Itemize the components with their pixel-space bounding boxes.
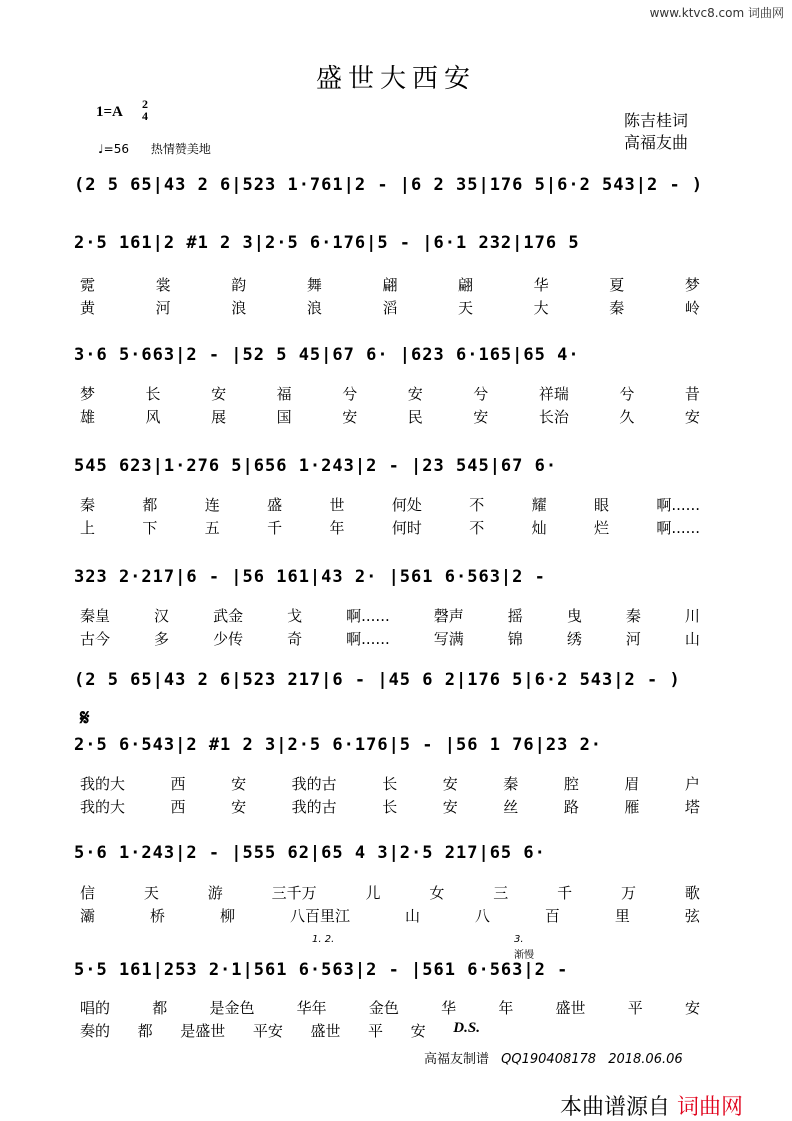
lyric: 上 xyxy=(80,519,96,537)
lyric: 儿 xyxy=(365,884,381,902)
volta-1-2: 1. 2. xyxy=(312,934,335,945)
lyric: 古今 xyxy=(80,630,111,648)
lyric: 万 xyxy=(621,884,637,902)
lyric: 滔 xyxy=(382,299,398,317)
lyric: 路 xyxy=(563,798,579,816)
source-site: 词曲网 xyxy=(677,1095,744,1120)
lyric: 黄 xyxy=(80,299,96,317)
lyric: 安 xyxy=(684,999,700,1017)
lyric: 安 xyxy=(442,798,458,816)
lyric: 我的古 xyxy=(291,798,337,816)
lyric: 平 xyxy=(368,1022,384,1040)
tempo-line xyxy=(98,140,211,157)
lyrics-row-7 xyxy=(80,605,700,626)
lyric: 奇 xyxy=(287,630,303,648)
lyric: 是盛世 xyxy=(180,1022,226,1040)
lyric: 梦 xyxy=(80,385,96,403)
tempo-mark: ♩=56 xyxy=(98,142,129,156)
lyric: 八百里江 xyxy=(289,907,350,925)
lyric: 秦 xyxy=(503,775,519,793)
lyrics-row-14 xyxy=(80,1020,480,1041)
lyric: 年 xyxy=(329,519,345,537)
lyrics-row-2 xyxy=(80,297,700,318)
lyric: 户 xyxy=(684,775,700,793)
lyric: 浪 xyxy=(231,299,247,317)
lyric: 磬声 xyxy=(433,607,464,625)
lyric: 安 xyxy=(342,408,358,426)
lyric: 唱的 xyxy=(80,999,111,1017)
notation-row-8: 5·6 1·243|2 - |555 62|65 4 3|2·5 217|65 6· xyxy=(74,843,546,863)
lyric: 丝 xyxy=(503,798,519,816)
lyrics-row-12 xyxy=(80,905,700,926)
lyric: 梦 xyxy=(684,276,700,294)
lyric: 翩 xyxy=(382,276,398,294)
lyric: 祥瑞 xyxy=(538,385,569,403)
lyric: 三 xyxy=(493,884,509,902)
footer-credit xyxy=(424,1048,683,1067)
lyric: 长治 xyxy=(538,408,569,426)
lyric: 塔 xyxy=(684,798,700,816)
lyrics-row-4 xyxy=(80,406,700,427)
lyric: 千 xyxy=(267,519,283,537)
source-banner xyxy=(560,1090,743,1121)
lyric: 福 xyxy=(276,385,292,403)
lyric: 夏 xyxy=(609,276,625,294)
lyric: 弦 xyxy=(684,907,700,925)
lyric: 盛世 xyxy=(555,999,586,1017)
lyric: 眉 xyxy=(624,775,640,793)
lyric: 八 xyxy=(474,907,490,925)
lyric: 多 xyxy=(154,630,170,648)
lyric: 写满 xyxy=(433,630,464,648)
lyric: 浪 xyxy=(306,299,322,317)
lyrics-row-8 xyxy=(80,628,700,649)
lyric: 耀 xyxy=(531,496,547,514)
lyric: 都 xyxy=(137,1022,153,1040)
lyrics-row-1 xyxy=(80,274,700,295)
lyric: 安 xyxy=(684,408,700,426)
slow-mark: 渐慢 xyxy=(514,950,534,961)
lyric: 灿 xyxy=(531,519,547,537)
lyric: 不 xyxy=(469,496,485,514)
lyric: 戈 xyxy=(287,607,303,625)
lyric: 华 xyxy=(533,276,549,294)
lyric: 盛 xyxy=(267,496,283,514)
lyric: 裳 xyxy=(155,276,171,294)
lyric: 霓 xyxy=(80,276,96,294)
lyric: 风 xyxy=(145,408,161,426)
ds-mark: D.S. xyxy=(453,1020,480,1036)
lyric: 连 xyxy=(204,496,220,514)
lyric: 我的大 xyxy=(80,798,126,816)
lyric: 下 xyxy=(142,519,158,537)
lyric: 韵 xyxy=(231,276,247,294)
lyric: 华年 xyxy=(296,999,327,1017)
lyrics-row-5 xyxy=(80,494,700,515)
meter-bottom: 4 xyxy=(142,109,148,123)
lyric: 摇 xyxy=(507,607,523,625)
lyrics-row-6 xyxy=(80,517,700,538)
lyric: 安 xyxy=(231,798,247,816)
lyric: 歌 xyxy=(684,884,700,902)
lyric: 世 xyxy=(329,496,345,514)
lyric: 曳 xyxy=(566,607,582,625)
lyric: 久 xyxy=(619,408,635,426)
lyric: 啊...... xyxy=(656,496,700,514)
lyric: 河 xyxy=(625,630,641,648)
lyric: 岭 xyxy=(684,299,700,317)
lyric: 安 xyxy=(410,1022,426,1040)
segno-sign: 𝄋 xyxy=(80,706,90,731)
lyric: 秦 xyxy=(625,607,641,625)
lyric: 长 xyxy=(382,798,398,816)
date: 2018.06.06 xyxy=(608,1052,683,1067)
lyric: 绣 xyxy=(566,630,582,648)
notation-row-2: 2·5 161|2 #1 2 3|2·5 6·176|5 - |6·1 232|176 5 xyxy=(74,233,580,253)
composer: 高福友曲 xyxy=(624,133,689,152)
lyric: 是金色 xyxy=(209,999,255,1017)
lyric: 华 xyxy=(441,999,457,1017)
lyric: 天 xyxy=(458,299,474,317)
notation-row-3: 3·6 5·663|2 - |52 5 45|67 6· |623 6·165|65 4· xyxy=(74,345,580,365)
lyric: 昔 xyxy=(684,385,700,403)
expression-mark: 热情赞美地 xyxy=(150,142,211,156)
meter-top: 2 xyxy=(142,97,148,111)
lyric: 安 xyxy=(473,408,489,426)
notation-row-7: 2·5 6·543|2 #1 2 3|2·5 6·176|5 - |56 1 76|23 2· xyxy=(74,735,603,755)
lyric: 游 xyxy=(207,884,223,902)
key-signature: 1=A xyxy=(96,104,123,120)
lyric: 民 xyxy=(407,408,423,426)
lyric: 啊...... xyxy=(656,519,700,537)
lyric: 信 xyxy=(80,884,96,902)
lyric: 武金 xyxy=(213,607,244,625)
lyric: 桥 xyxy=(149,907,165,925)
notation-row-1: (2 5 65|43 2 6|523 1·761|2 - |6 2 35|176 5|6·2 543|2 - ) xyxy=(74,175,704,195)
lyric: 汉 xyxy=(154,607,170,625)
lyric: 柳 xyxy=(219,907,235,925)
lyric: 年 xyxy=(498,999,514,1017)
lyric: 都 xyxy=(142,496,158,514)
lyric: 兮 xyxy=(473,385,489,403)
lyric: 烂 xyxy=(594,519,610,537)
notation-row-9: 5·5 161|253 2·1|561 6·563|2 - |561 6·563|2 - xyxy=(74,960,569,980)
lyric: 国 xyxy=(276,408,292,426)
lyric: 长 xyxy=(382,775,398,793)
lyrics-row-3 xyxy=(80,383,700,404)
song-title: 盛世大西安 xyxy=(315,64,476,94)
lyric: 少传 xyxy=(213,630,244,648)
lyric: 秦 xyxy=(609,299,625,317)
lyric: 长 xyxy=(145,385,161,403)
lyric: 安 xyxy=(211,385,227,403)
lyric: 雁 xyxy=(624,798,640,816)
lyric: 西 xyxy=(170,775,186,793)
lyricist: 陈吉桂词 xyxy=(624,111,689,130)
lyric: 女 xyxy=(429,884,445,902)
lyric: 山 xyxy=(404,907,420,925)
lyric: 眼 xyxy=(594,496,610,514)
lyric: 安 xyxy=(407,385,423,403)
lyric: 何时 xyxy=(391,519,422,537)
lyric: 天 xyxy=(143,884,159,902)
lyrics-row-13 xyxy=(80,997,700,1018)
lyric: 雄 xyxy=(80,408,96,426)
lyric: 何处 xyxy=(391,496,422,514)
lyric: 舞 xyxy=(306,276,322,294)
lyric: 金色 xyxy=(368,999,399,1017)
lyric: 我的大 xyxy=(80,775,126,793)
lyric: 腔 xyxy=(563,775,579,793)
lyric: 平 xyxy=(627,999,643,1017)
lyric: 奏的 xyxy=(80,1022,111,1040)
volta-3: 3. xyxy=(514,934,524,945)
lyric: 大 xyxy=(533,299,549,317)
lyric: 秦皇 xyxy=(80,607,111,625)
notation-row-5: 323 2·217|6 - |56 161|43 2· |561 6·563|2 - xyxy=(74,567,546,587)
lyric: 兮 xyxy=(342,385,358,403)
lyric: 平安 xyxy=(252,1022,283,1040)
lyric: 不 xyxy=(469,519,485,537)
lyric: 三千万 xyxy=(271,884,317,902)
lyric: 百 xyxy=(544,907,560,925)
arranger: 高福友制谱 xyxy=(424,1052,490,1067)
source-prefix: 本曲谱源自 xyxy=(560,1095,671,1120)
lyric: 灞 xyxy=(80,907,96,925)
watermark: www.ktvc8.com 词曲网 xyxy=(649,6,784,20)
lyric: 盛世 xyxy=(310,1022,341,1040)
lyric: 啊...... xyxy=(346,607,390,625)
time-signature xyxy=(142,98,148,122)
lyric: 安 xyxy=(231,775,247,793)
lyric: 安 xyxy=(442,775,458,793)
lyric: 我的古 xyxy=(291,775,337,793)
notation-row-4: 545 623|1·276 5|656 1·243|2 - |23 545|67 6· xyxy=(74,456,558,476)
lyric: 秦 xyxy=(80,496,96,514)
lyric: 西 xyxy=(170,798,186,816)
lyric: 里 xyxy=(614,907,630,925)
lyrics-row-9 xyxy=(80,773,700,794)
qq-number: QQ190408178 xyxy=(501,1052,597,1067)
lyrics-row-11 xyxy=(80,882,700,903)
lyric: 川 xyxy=(684,607,700,625)
lyric: 千 xyxy=(557,884,573,902)
lyric: 五 xyxy=(204,519,220,537)
lyric: 兮 xyxy=(619,385,635,403)
lyric: 锦 xyxy=(507,630,523,648)
lyric: 展 xyxy=(211,408,227,426)
lyric: 河 xyxy=(155,299,171,317)
lyric: 啊...... xyxy=(346,630,390,648)
lyric: 翩 xyxy=(458,276,474,294)
lyrics-row-10 xyxy=(80,796,700,817)
lyric: 都 xyxy=(152,999,168,1017)
notation-row-6: (2 5 65|43 2 6|523 217|6 - |45 6 2|176 5|6·2 543|2 - ) xyxy=(74,670,681,690)
lyric: 山 xyxy=(684,630,700,648)
